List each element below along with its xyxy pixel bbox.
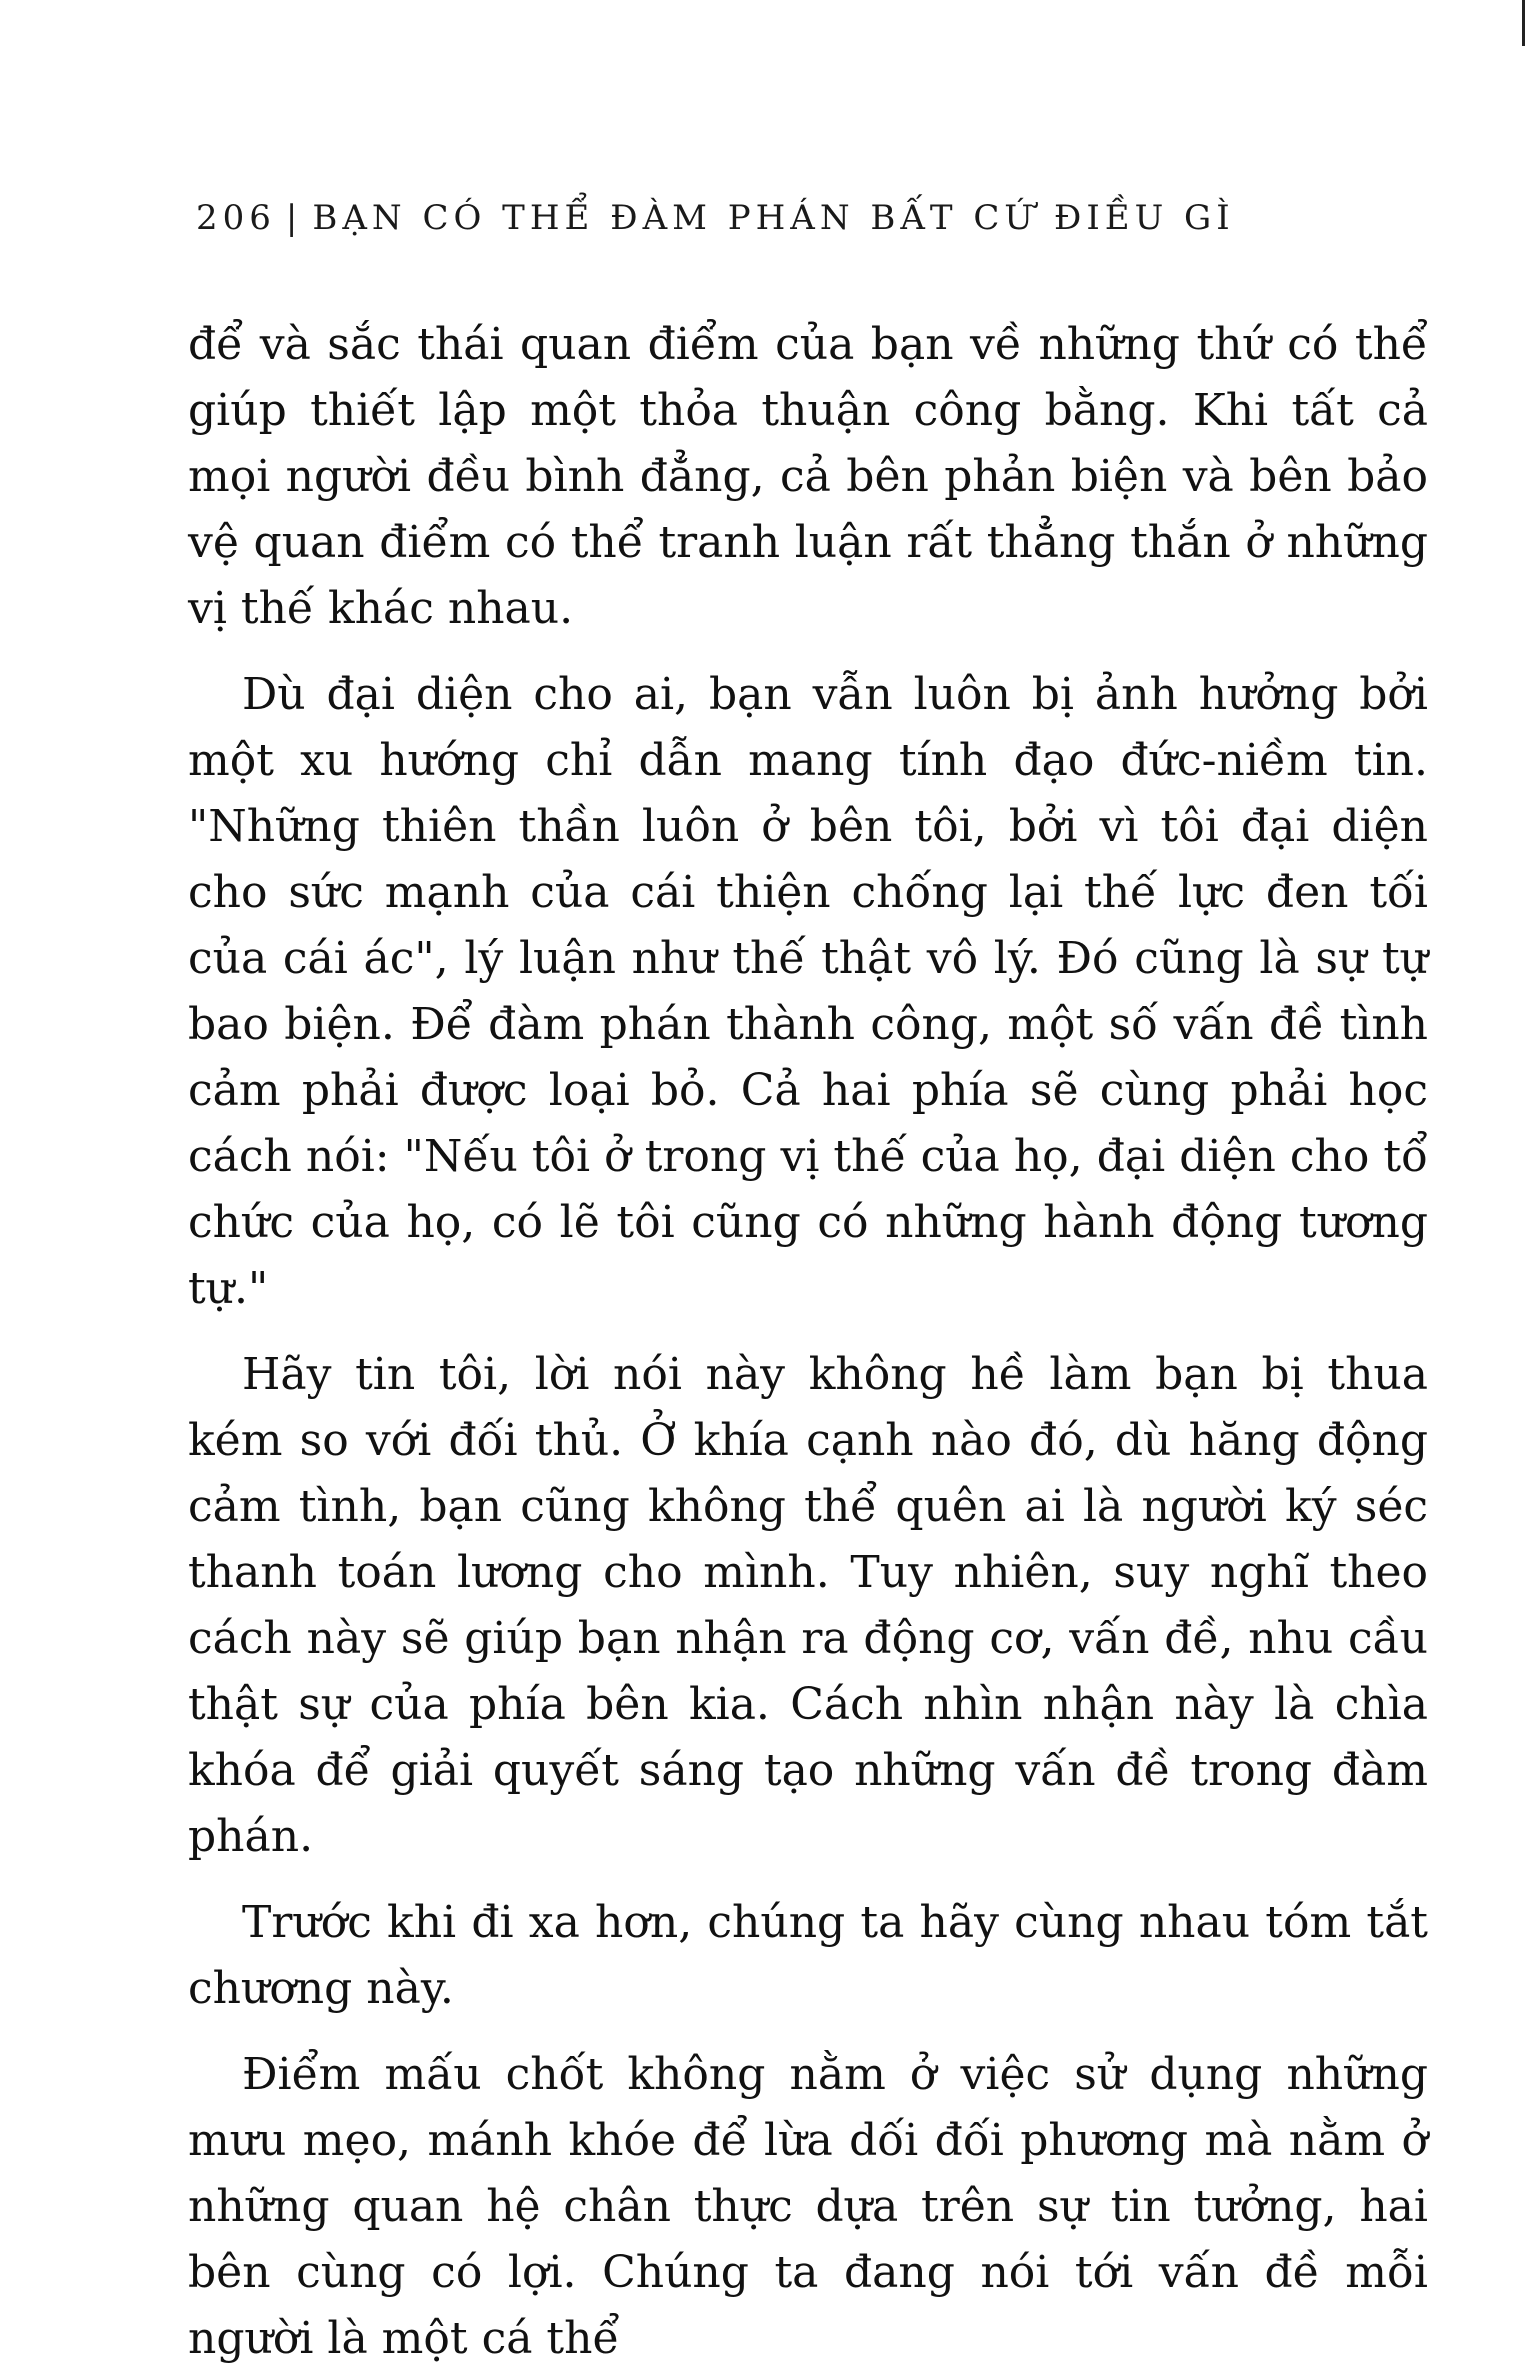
page-edge-mark (1522, 0, 1525, 46)
paragraph-continued: để và sắc thái quan điểm của bạn về những thứ có thể giúp thiết lập một thỏa thuận công bằng. Khi tất cả mọi người đều bình đẳng, cả bên phản biện và bên bảo vệ quan điểm có thể tranh luận rất thẳng thắn ở những vị thế khác nhau. (188, 319, 1428, 634)
running-header (196, 198, 1235, 238)
page-number: 206 (196, 198, 276, 238)
paragraph: Điểm mấu chốt không nằm ở việc sử dụng những mưu mẹo, mánh khóe để lừa dối đối phương mà nằm ở những quan hệ chân thực dựa trên sự tin tưởng, hai bên cùng có lợi. Chúng ta đang nói tới vấn đề mỗi người là một cá thể (188, 2049, 1428, 2364)
paragraph: Trước khi đi xa hơn, chúng ta hãy cùng nhau tóm tắt chương này. (188, 1897, 1428, 2014)
paragraph: Dù đại diện cho ai, bạn vẫn luôn bị ảnh hưởng bởi một xu hướng chỉ dẫn mang tính đạo đức-niềm tin. "Những thiên thần luôn ở bên tôi, bởi vì tôi đại diện cho sức mạnh của cái thiện chống lại thế lực đen tối của cái ác", lý luận như thế thật vô lý. Đó cũng là sự tự bao biện. Để đàm phán thành công, một số vấn đề tình cảm phải được loại bỏ. Cả hai phía sẽ cùng phải học cách nói: "Nếu tôi ở trong vị thế của họ, đại diện cho tổ chức của họ, có lẽ tôi cũng có những hành động tương tự." (188, 669, 1428, 1314)
paragraph: Hãy tin tôi, lời nói này không hề làm bạn bị thua kém so với đối thủ. Ở khía cạnh nào đó, dù hăng động cảm tình, bạn cũng không thể quên ai là người ký séc thanh toán lương cho mình. Tuy nhiên, suy nghĩ theo cách này sẽ giúp bạn nhận ra động cơ, vấn đề, nhu cầu thật sự của phía bên kia. Cách nhìn nhận này là chìa khóa để giải quyết sáng tạo những vấn đề trong đàm phán. (188, 1349, 1428, 1862)
page-body (188, 312, 1428, 2372)
header-separator: | (285, 198, 303, 238)
book-title: BẠN CÓ THỂ ĐÀM PHÁN BẤT CỨ ĐIỀU GÌ (312, 198, 1235, 238)
